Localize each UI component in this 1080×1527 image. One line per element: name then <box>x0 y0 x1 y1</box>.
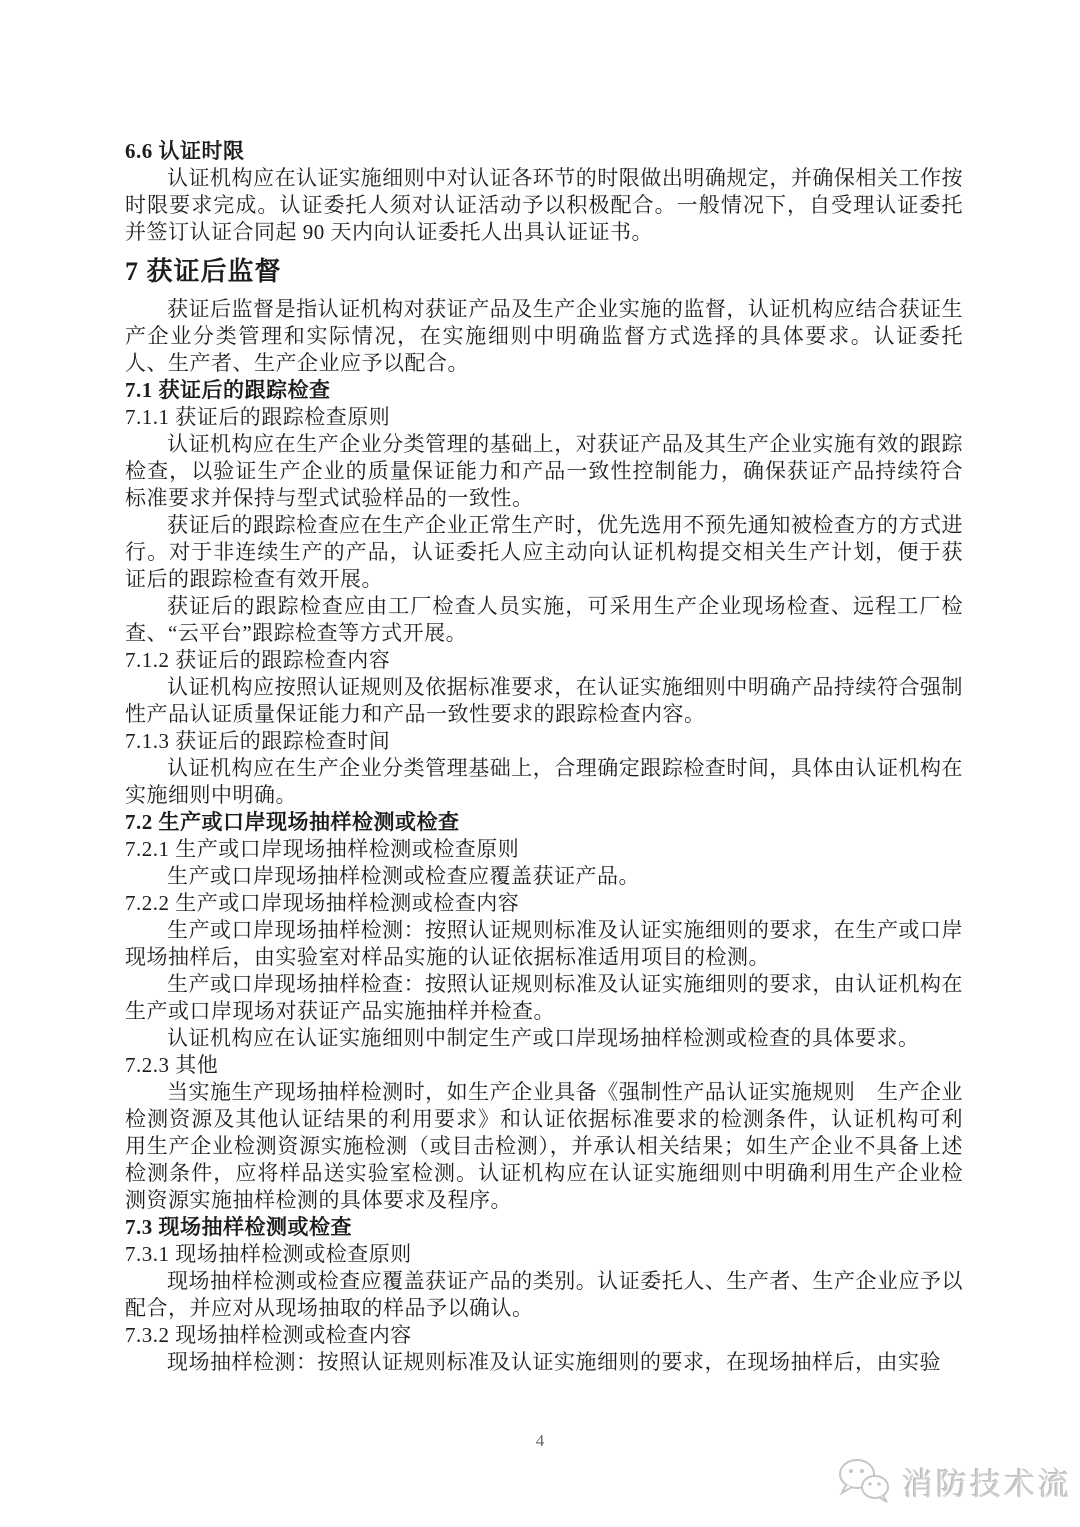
paragraph: 生产或口岸现场抽样检测：按照认证规则标准及认证实施细则的要求，在生产或口岸现场抽样后，由实验室对样品实施的认证依据标准适用项目的检测。 <box>125 918 963 969</box>
section-heading: 7 获证后监督 <box>125 257 282 286</box>
subsection-heading: 7.2 生产或口岸现场抽样检测或检查 <box>125 810 460 834</box>
subsection-heading: 7.3 现场抽样检测或检查 <box>125 1215 352 1239</box>
paragraph: 当实施生产现场抽样检测时，如生产企业具备《强制性产品认证实施规则 生产企业检测资源及其他认证结果的利用要求》和认证依据标准要求的检测条件，认证机构可利用生产企业检测资源实施检测（或目击检测），并承认相关结果；如生产企业不具备上述检测条件，应将样品送实验室检测。认证机构应在认证实施细则中明确利用生产企业检测资源实施抽样检测的具体要求及程序。 <box>125 1080 963 1212</box>
paragraph: 生产或口岸现场抽样检测或检查应覆盖获证产品。 <box>167 864 640 888</box>
paragraph: 获证后监督是指认证机构对获证产品及生产企业实施的监督，认证机构应结合获证生产企业分类管理和实际情况，在实施细则中明确监督方式选择的具体要求。认证委托人、生产者、生产企业应予以配合。 <box>125 297 963 375</box>
clause-heading: 7.1.3 获证后的跟踪检查时间 <box>125 729 391 753</box>
clause-heading: 7.1.1 获证后的跟踪检查原则 <box>125 405 391 429</box>
clause-heading: 7.2.1 生产或口岸现场抽样检测或检查原则 <box>125 837 520 861</box>
clause-heading: 7.1.2 获证后的跟踪检查内容 <box>125 648 391 672</box>
paragraph: 认证机构应在生产企业分类管理的基础上，对获证产品及其生产企业实施有效的跟踪检查，以验证生产企业的质量保证能力和产品一致性控制能力，确保获证产品持续符合标准要求并保持与型式试验样品的一致性。 <box>125 432 963 510</box>
clause-heading: 7.3.1 现场抽样检测或检查原则 <box>125 1242 412 1266</box>
subsection-heading: 6.6 认证时限 <box>125 139 245 163</box>
clause-heading: 7.3.2 现场抽样检测或检查内容 <box>125 1323 412 1347</box>
paragraph: 认证机构应在认证实施细则中制定生产或口岸现场抽样检测或检查的具体要求。 <box>167 1026 920 1050</box>
paragraph: 现场抽样检测：按照认证规则标准及认证实施细则的要求，在现场抽样后，由实验 <box>167 1350 941 1374</box>
paragraph: 认证机构应在生产企业分类管理基础上，合理确定跟踪检查时间，具体由认证机构在实施细则中明确。 <box>125 756 963 807</box>
clause-heading: 7.2.2 生产或口岸现场抽样检测或检查内容 <box>125 891 520 915</box>
document-body <box>125 138 963 1376</box>
paragraph: 认证机构应在认证实施细则中对认证各环节的时限做出明确规定，并确保相关工作按时限要求完成。认证委托人须对认证活动予以积极配合。一般情况下，自受理认证委托并签订认证合同起 90 天内向认证委托人出具认证证书。 <box>125 166 963 244</box>
paragraph: 生产或口岸现场抽样检查：按照认证规则标准及认证实施细则的要求，由认证机构在生产或口岸现场对获证产品实施抽样并检查。 <box>125 972 963 1023</box>
page-number: 4 <box>535 1431 545 1450</box>
wechat-icon <box>836 1457 892 1505</box>
paragraph: 现场抽样检测或检查应覆盖获证产品的类别。认证委托人、生产者、生产企业应予以配合，并应对从现场抽取的样品予以确认。 <box>125 1269 963 1320</box>
subsection-heading: 7.1 获证后的跟踪检查 <box>125 378 331 402</box>
paragraph: 获证后的跟踪检查应在生产企业正常生产时，优先选用不预先通知被检查方的方式进行。对于非连续生产的产品，认证委托人应主动向认证机构提交相关生产计划，便于获证后的跟踪检查有效开展。 <box>125 513 963 591</box>
watermark-text: 消防技术流 <box>902 1466 1072 1502</box>
watermark <box>836 1457 1072 1505</box>
paragraph: 认证机构应按照认证规则及依据标准要求，在认证实施细则中明确产品持续符合强制性产品认证质量保证能力和产品一致性要求的跟踪检查内容。 <box>125 675 963 726</box>
clause-heading: 7.2.3 其他 <box>125 1053 219 1077</box>
paragraph: 获证后的跟踪检查应由工厂检查人员实施，可采用生产企业现场检查、远程工厂检查、“云平台”跟踪检查等方式开展。 <box>125 594 963 645</box>
